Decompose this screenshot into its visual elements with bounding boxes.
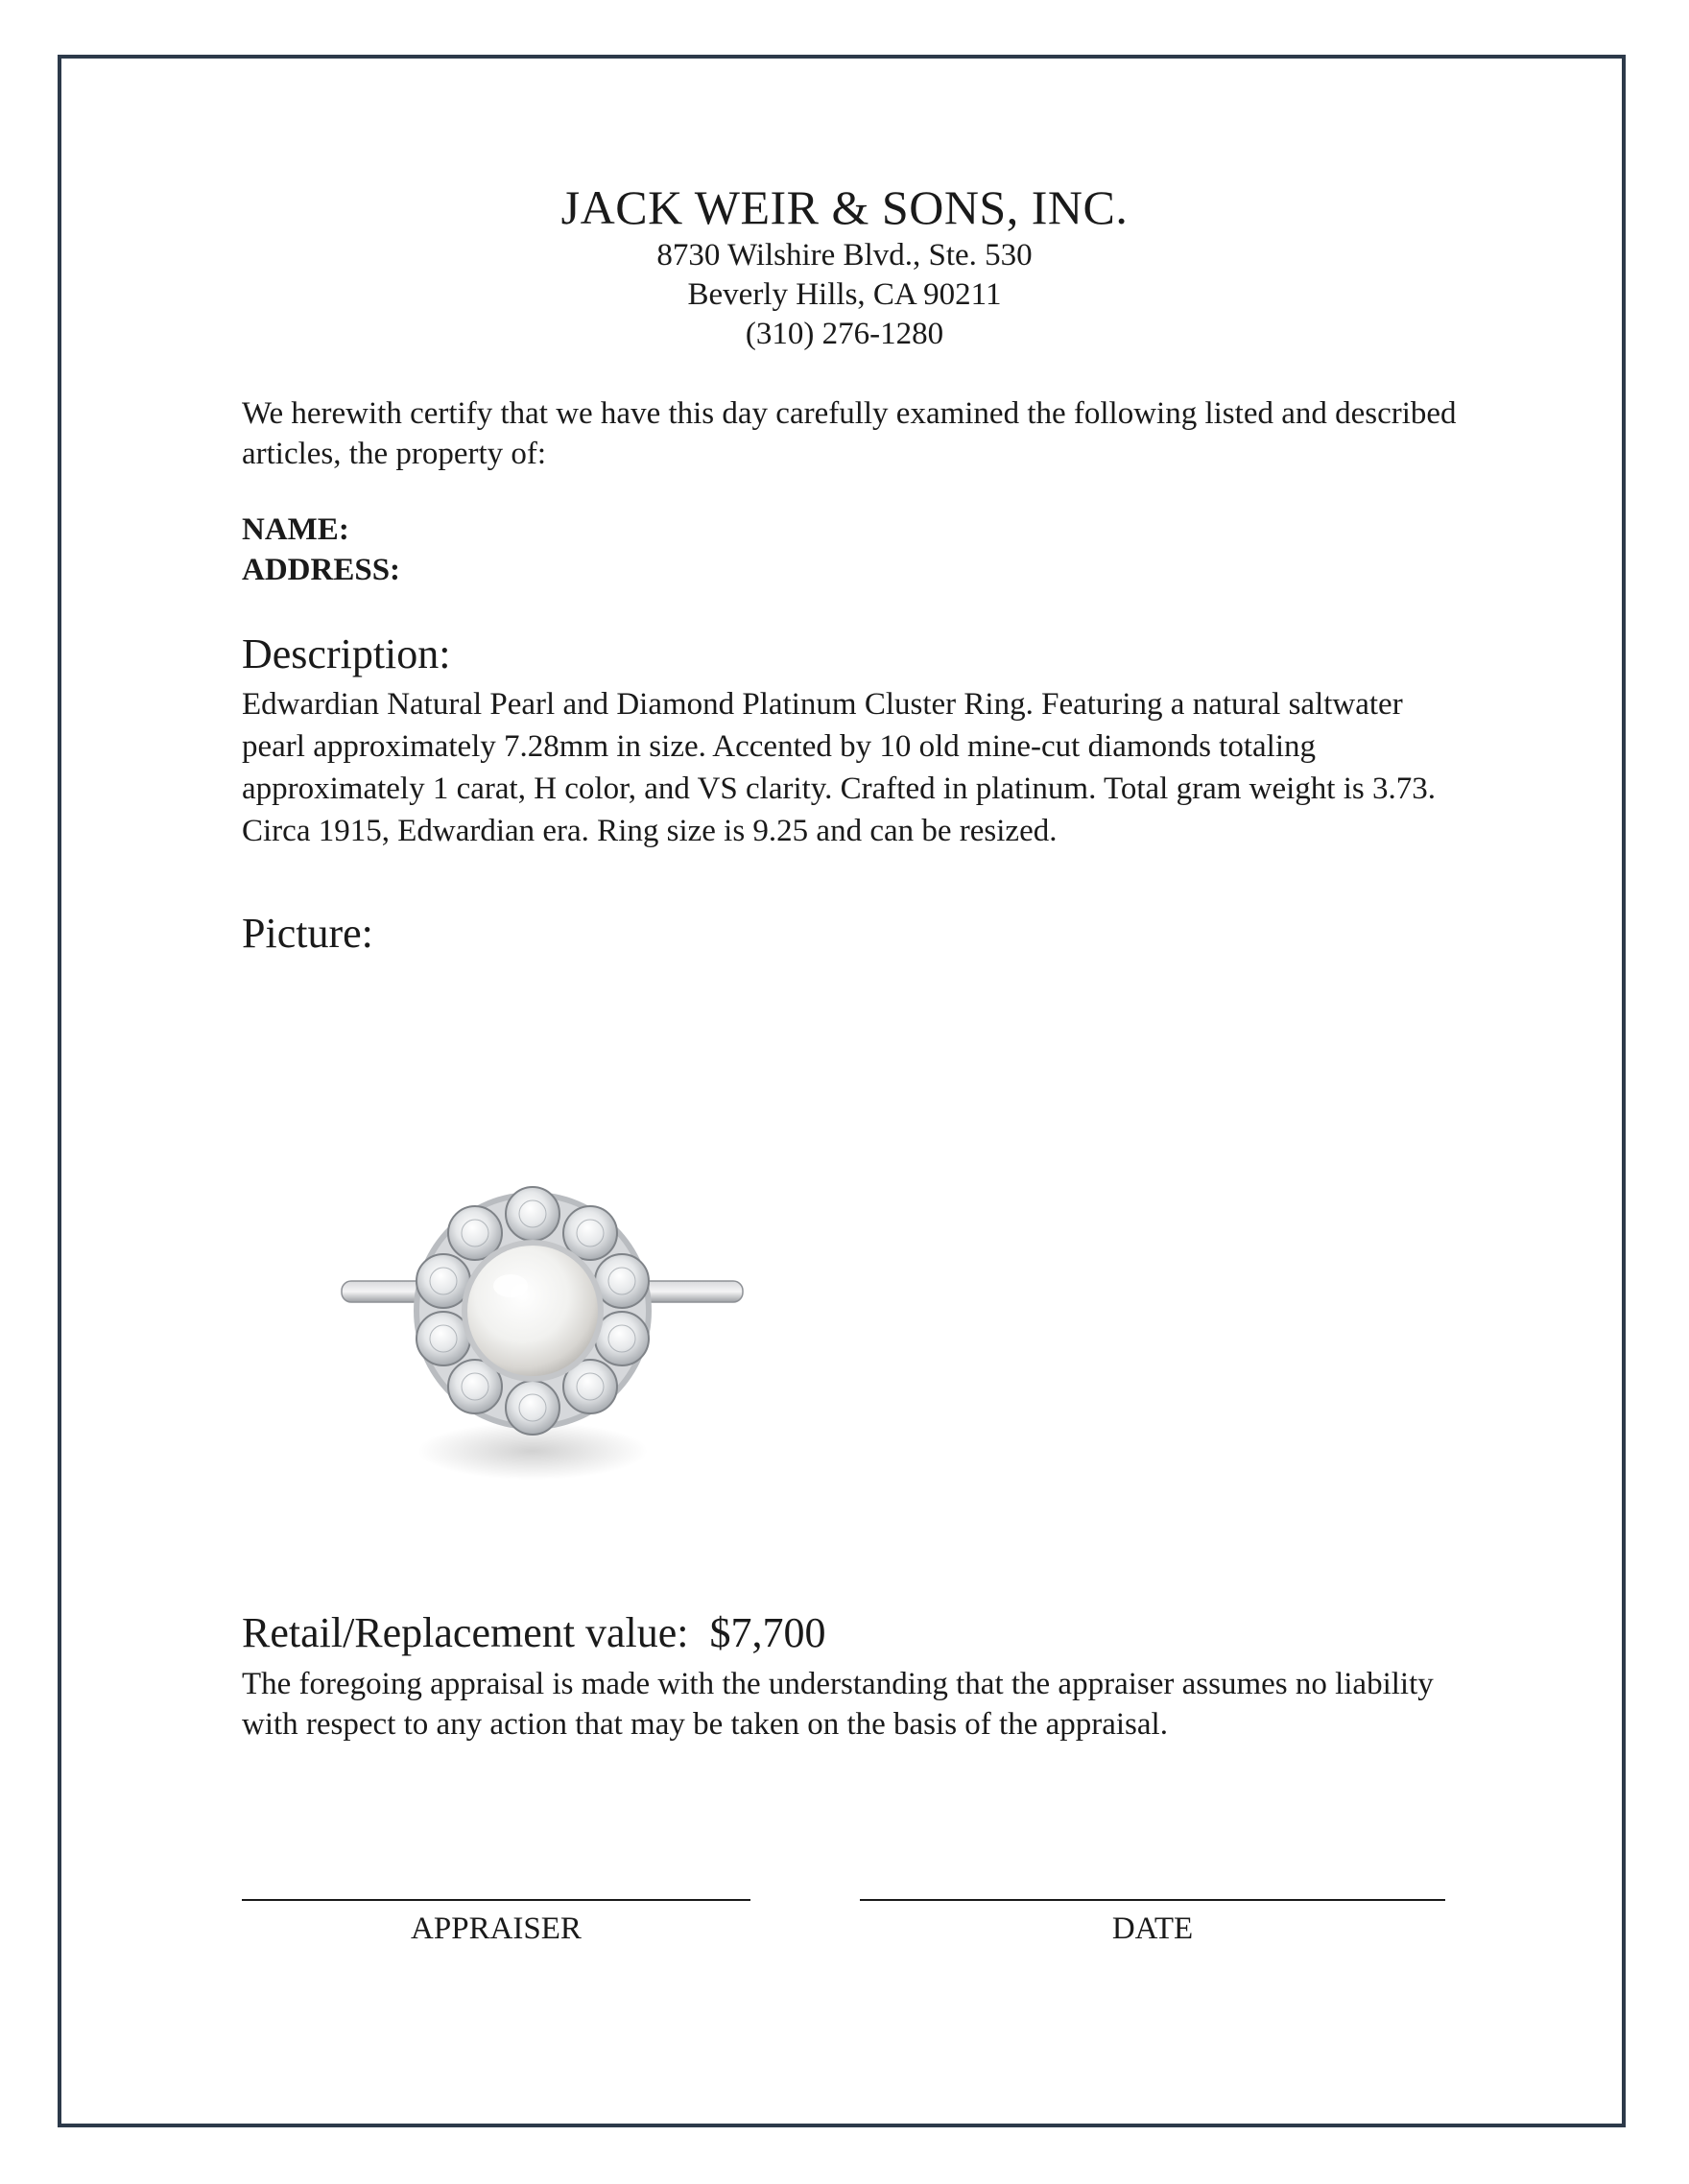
description-text: Edwardian Natural Pearl and Diamond Platinum Cluster Ring. Featuring a natural saltwater pearl approximately 7.28mm in size. Accented by 10 old mine-cut diamonds totaling approximately 1 carat, H color, and VS clarity. Crafted in platinum. Total gram weight is 3.73. Circa 1915, Edwardian era. Ring size is 9.25 and can be resized. bbox=[242, 687, 1436, 848]
owner-name-label: NAME: bbox=[242, 512, 349, 547]
appraisal-disclaimer: The foregoing appraisal is made with the understanding that the appraiser assumes no liability with respect to any action that may be taken on the basis of the appraisal. bbox=[242, 1667, 1434, 1742]
company-phone: (310) 276-1280 bbox=[745, 317, 944, 351]
ring-photo bbox=[326, 1142, 768, 1526]
appraiser-label: APPRAISER bbox=[411, 1911, 582, 1946]
date-label: DATE bbox=[1111, 1911, 1194, 1946]
owner-address-label: ADDRESS: bbox=[242, 553, 401, 587]
document-border bbox=[58, 55, 1626, 2127]
company-address-line1: 8730 Wilshire Blvd., Ste. 530 bbox=[656, 238, 1033, 273]
company-address-line2: Beverly Hills, CA 90211 bbox=[687, 277, 1002, 312]
date-signature-line bbox=[860, 1899, 1445, 1901]
certification-statement: We herewith certify that we have this day carefully examined the following listed and described articles, the property of: bbox=[242, 396, 1457, 471]
valuation-line bbox=[242, 1608, 1470, 1658]
valuation-label: Retail/Replacement value: bbox=[242, 1609, 689, 1656]
picture-heading: Picture: bbox=[242, 910, 373, 957]
description-heading: Description: bbox=[242, 630, 451, 677]
appraiser-signature-line bbox=[242, 1899, 750, 1901]
company-name: JACK WEIR & SONS, INC. bbox=[560, 180, 1129, 234]
valuation-amount: $7,700 bbox=[709, 1609, 826, 1656]
